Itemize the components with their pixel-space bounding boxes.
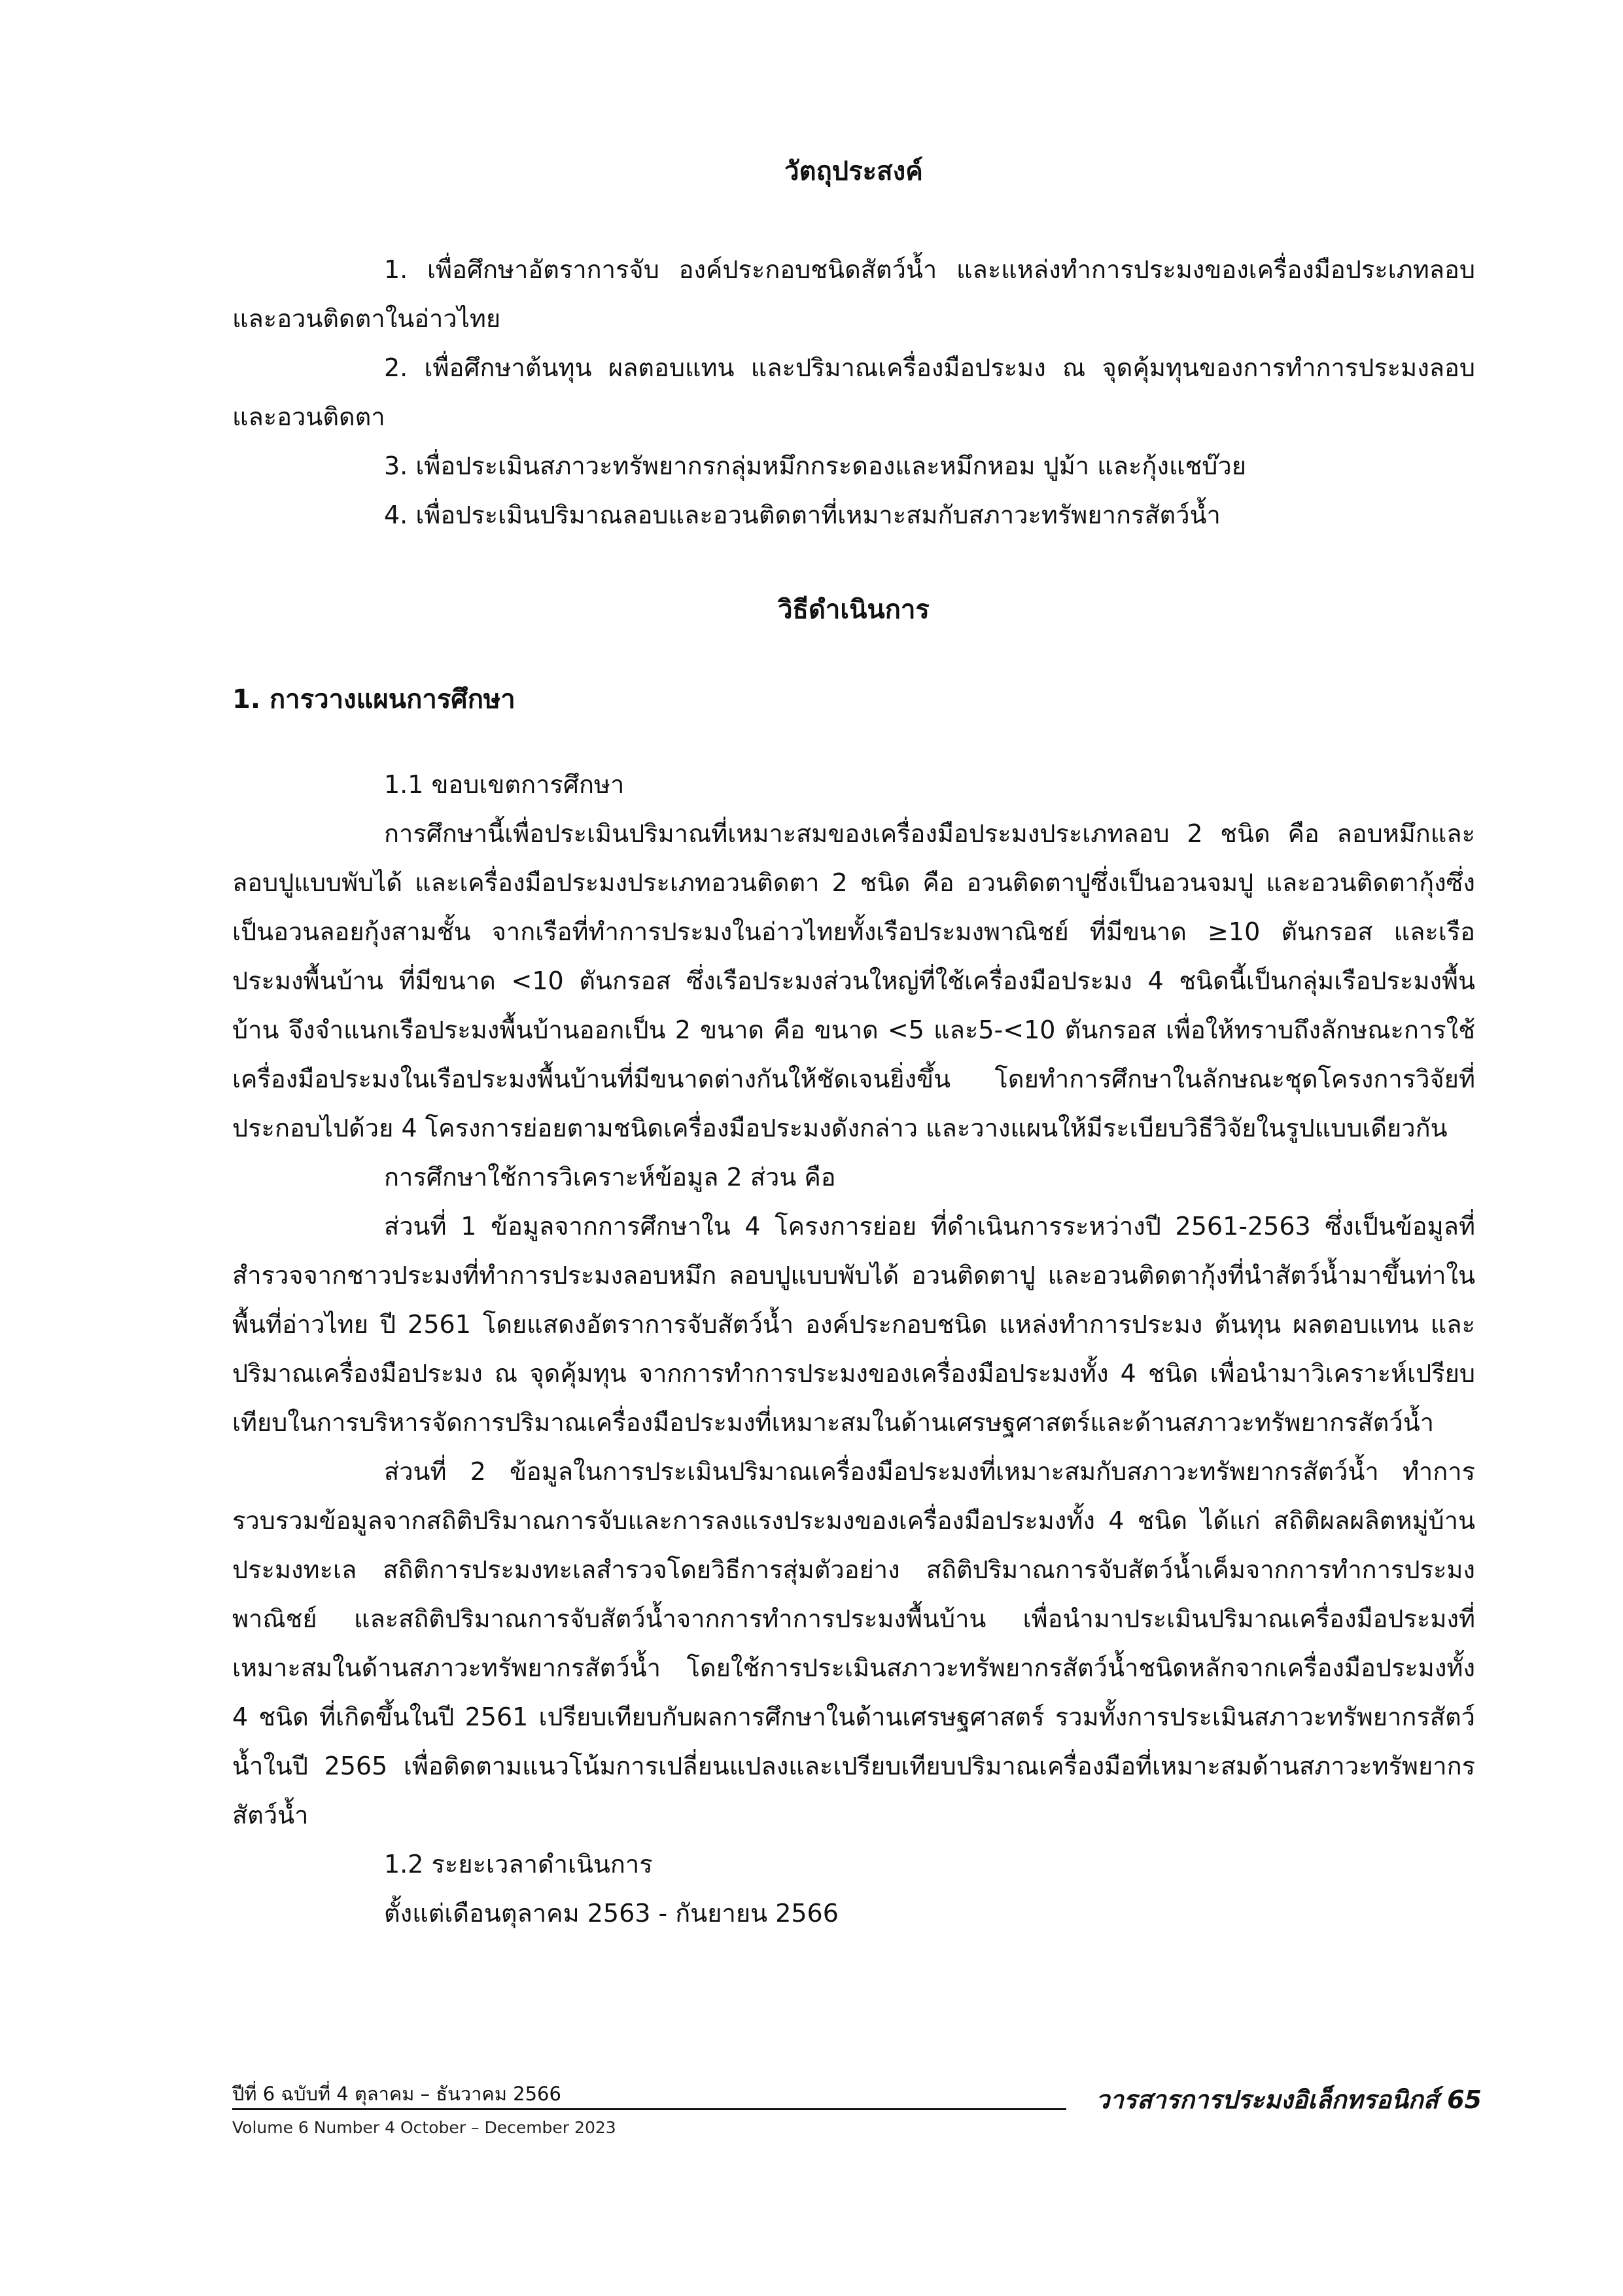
page-footer (232, 2081, 1482, 2153)
section-title: 1. การวางแผนการศึกษา (232, 684, 515, 715)
subsection-title: 1.2 ระยะเวลาดำเนินการ (384, 1850, 653, 1879)
footer-issue-english: Volume 6 Number 4 October – December 2023 (232, 2118, 616, 2137)
body-paragraph: การศึกษานี้เพื่อประเมินปริมาณที่เหมาะสมของเครื่องมือประมงประเภทลอบ 2 ชนิด คือ ลอบหมึกและลอบปูแบบพับได้ และเครื่องมือประมงประเภทอวนติดตา 2 ชนิด คือ อวนติดตาปูซึ่งเป็นอวนจมปู และอวนติดตากุ้งซึ่งเป็นอวนลอยกุ้งสามชั้น จากเรือที่ทำการประมงในอ่าวไทยทั้งเรือประมงพาณิชย์ ที่มีขนาด ≥10 ตันกรอส และเรือประมงพื้นบ้าน ที่มีขนาด <10 ตันกรอส ซึ่งเรือประมงส่วนใหญ่ที่ใช้เครื่องมือประมง 4 ชนิดนี้เป็นกลุ่มเรือประมงพื้นบ้าน จึงจำแนกเรือประมงพื้นบ้านออกเป็น 2 ขนาด คือ ขนาด <5 และ5-<10 ตันกรอส เพื่อให้ทราบถึงลักษณะการใช้เครื่องมือประมงในเรือประมงพื้นบ้านที่มีขนาดต่างกันให้ชัดเจนยิ่งขึ้น โดยทำการศึกษาในลักษณะชุดโครงการวิจัยที่ประกอบไปด้วย 4 โครงการย่อยตามชนิดเครื่องมือประมงดังกล่าว และวางแผนให้มีระเบียบวิธีวิจัยในรูปแบบเดียวกัน (232, 819, 1475, 1142)
methods-heading: วิธีดำเนินการ (778, 595, 930, 625)
footer-issue-thai: ปีที่ 6 ฉบับที่ 4 ตุลาคม – ธันวาคม 2566 (232, 2083, 561, 2105)
page-body (232, 147, 1475, 1938)
objective-item: 2. เพื่อศึกษาต้นทุน ผลตอบแทน และปริมาณเครื่องมือประมง ณ จุดคุ้มทุนของการทำการประมงลอบและอวนติดตา (232, 353, 1475, 431)
subsection-title: 1.1 ขอบเขตการศึกษา (384, 770, 625, 799)
footer-rule (232, 2108, 1066, 2110)
objectives-heading: วัตถุประสงค์ (784, 156, 923, 186)
objective-item: 3. เพื่อประเมินสภาวะทรัพยากรกลุ่มหมึกกระดองและหมึกหอม ปูม้า และกุ้งแชบ๊วย (384, 451, 1246, 480)
footer-journal-page: วารสารการประมงอิเล็กทรอนิกส์ 65 (1095, 2085, 1482, 2114)
body-paragraph: การศึกษาใช้การวิเคราะห์ข้อมูล 2 ส่วน คือ (384, 1163, 836, 1192)
objective-item: 4. เพื่อประเมินปริมาณลอบและอวนติดตาที่เหมาะสมกับสภาวะทรัพยากรสัตว์น้ำ (384, 501, 1221, 529)
body-paragraph: ตั้งแต่เดือนตุลาคม 2563 - กันยายน 2566 (384, 1899, 839, 1928)
objective-item: 1. เพื่อศึกษาอัตราการจับ องค์ประกอบชนิดสัตว์น้ำ และแหล่งทำการประมงของเครื่องมือประเภทลอบและอวนติดตาในอ่าวไทย (232, 255, 1475, 333)
body-paragraph: ส่วนที่ 1 ข้อมูลจากการศึกษาใน 4 โครงการย่อย ที่ดำเนินการระหว่างปี 2561-2563 ซึ่งเป็นข้อมูลที่สำรวจจากชาวประมงที่ทำการประมงลอบหมึก ลอบปูแบบพับได้ อวนติดตาปู และอวนติดตากุ้งที่นำสัตว์น้ำมาขึ้นท่าในพื้นที่อ่าวไทย ปี 2561 โดยแสดงอัตราการจับสัตว์น้ำ องค์ประกอบชนิด แหล่งทำการประมง ต้นทุน ผลตอบแทน และปริมาณเครื่องมือประมง ณ จุดคุ้มทุน จากการทำการประมงของเครื่องมือประมงทั้ง 4 ชนิด เพื่อนำมาวิเคราะห์เปรียบเทียบในการบริหารจัดการปริมาณเครื่องมือประมงที่เหมาะสมในด้านเศรษฐศาสตร์และด้านสภาวะทรัพยากรสัตว์น้ำ (232, 1212, 1475, 1437)
body-paragraph: ส่วนที่ 2 ข้อมูลในการประเมินปริมาณเครื่องมือประมงที่เหมาะสมกับสภาวะทรัพยากรสัตว์น้ำ ทำการรวบรวมข้อมูลจากสถิติปริมาณการจับและการลงแรงประมงของเครื่องมือประมงทั้ง 4 ชนิด ได้แก่ สถิติผลผลิตหมู่บ้านประมงทะเล สถิติการประมงทะเลสำรวจโดยวิธีการสุ่มตัวอย่าง สถิติปริมาณการจับสัตว์น้ำเค็มจากการทำการประมงพาณิชย์ และสถิติปริมาณการจับสัตว์น้ำจากการทำการประมงพื้นบ้าน เพื่อนำมาประเมินปริมาณเครื่องมือประมงที่เหมาะสมในด้านสภาวะทรัพยากรสัตว์น้ำ โดยใช้การประเมินสภาวะทรัพยากรสัตว์น้ำชนิดหลักจากเครื่องมือประมงทั้ง 4 ชนิด ที่เกิดขึ้นในปี 2561 เปรียบเทียบกับผลการศึกษาในด้านเศรษฐศาสตร์ รวมทั้งการประเมินสภาวะทรัพยากรสัตว์น้ำในปี 2565 เพื่อติดตามแนวโน้มการเปลี่ยนแปลงและเปรียบเทียบปริมาณเครื่องมือที่เหมาะสมด้านสภาวะทรัพยากรสัตว์น้ำ (232, 1457, 1475, 1829)
